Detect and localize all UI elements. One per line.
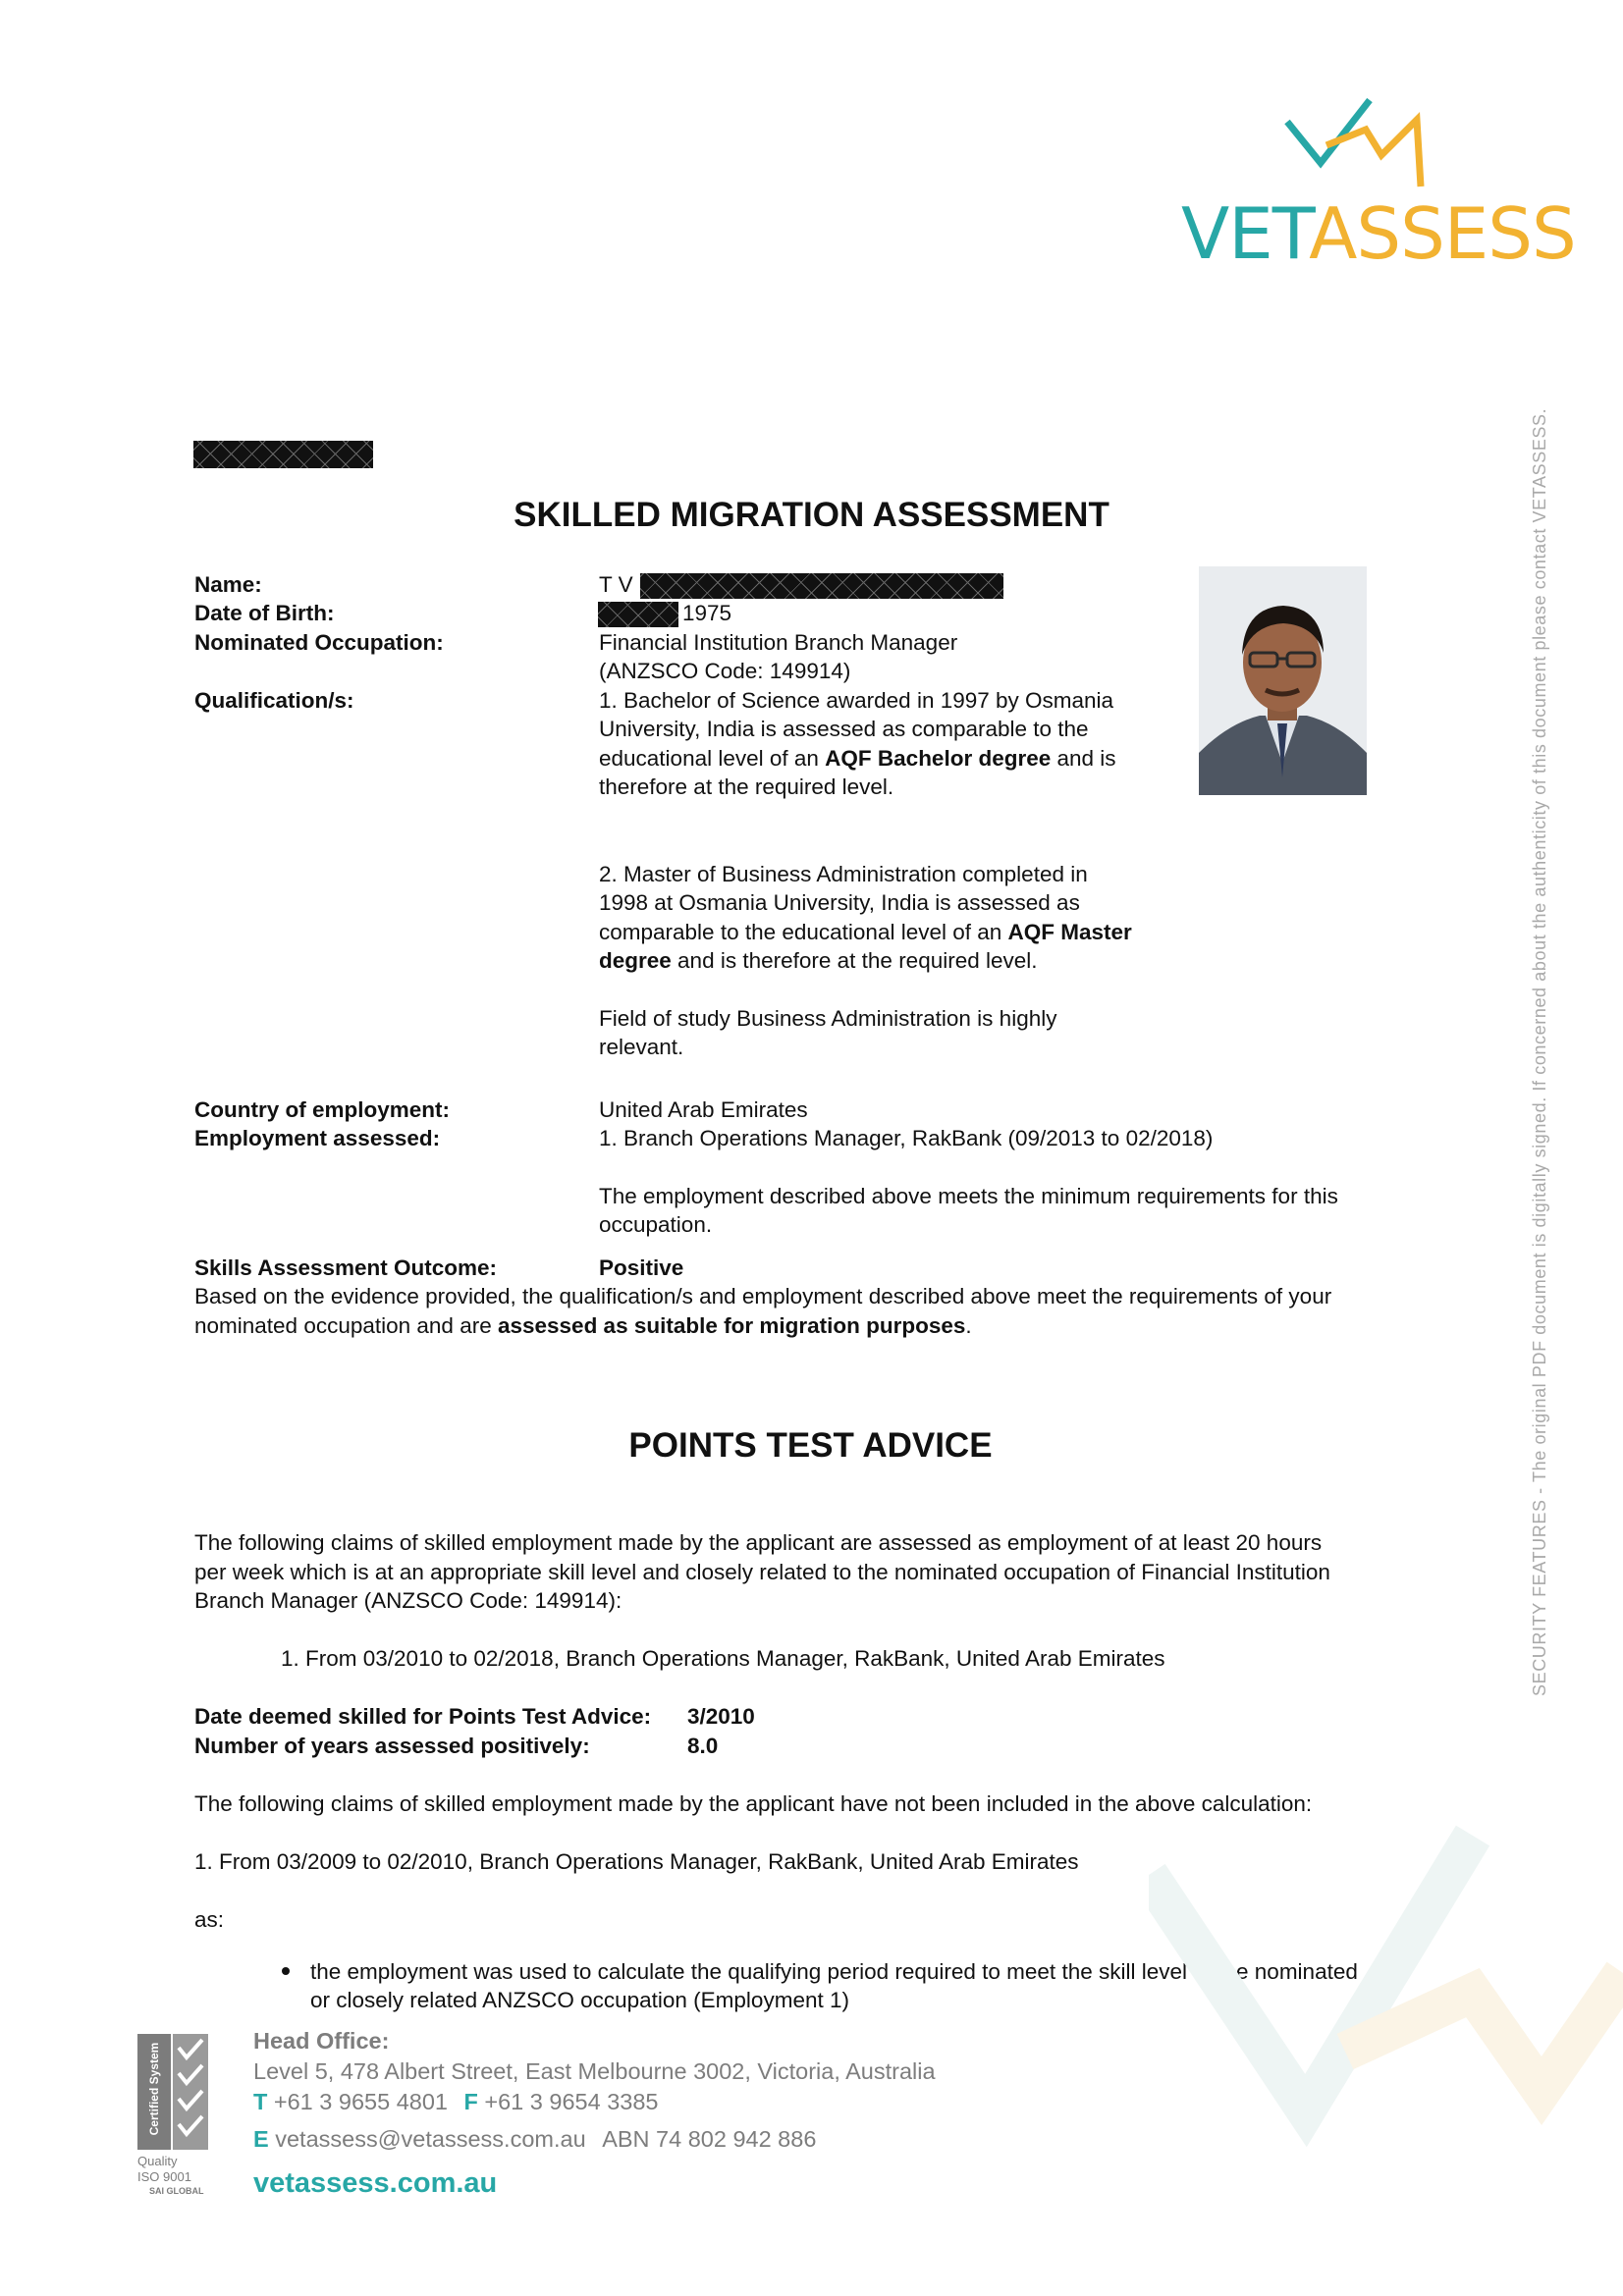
qual1-line2: University, India is assessed as comparable to the bbox=[599, 717, 1089, 741]
qual1-line3-post: and is bbox=[1051, 746, 1116, 771]
qual2-line4-post: and is therefore at the required level. bbox=[671, 948, 1038, 973]
bullet-dot bbox=[282, 1967, 290, 1975]
iso-certified-badge bbox=[135, 2034, 210, 2199]
occupation-label: Nominated Occupation: bbox=[194, 630, 444, 655]
occupation-code: (ANZSCO Code: 149914) bbox=[599, 659, 851, 683]
points-date-label: Date deemed skilled for Points Test Advice: bbox=[194, 1704, 652, 1729]
footer-f-letter: F bbox=[463, 2089, 478, 2114]
logo-text-assess: ASSESS bbox=[1309, 192, 1576, 275]
qual2-line2: 1998 at Osmania University, India is assessed as bbox=[599, 890, 1080, 915]
vetassess-logo-mark bbox=[1281, 94, 1429, 192]
footer-fax: +61 3 9654 3385 bbox=[484, 2089, 659, 2114]
employment-value: 1. Branch Operations Manager, RakBank (09/2013 to 02/2018) bbox=[599, 1126, 1214, 1150]
qual2-line3-pre: comparable to the educational level of an bbox=[599, 920, 1008, 944]
footer-head-office: Head Office: bbox=[253, 2028, 390, 2054]
name-value: T V bbox=[599, 572, 633, 597]
redacted-reference bbox=[193, 441, 373, 468]
outcome-suitable-bold: assessed as suitable for migration purposes bbox=[497, 1313, 966, 1338]
points-claim1: 1. From 03/2010 to 02/2018, Branch Operations Manager, RakBank, United Arab Emirates bbox=[281, 1646, 1165, 1671]
footer-address: Level 5, 478 Albert Street, East Melbourne 3002, Victoria, Australia bbox=[253, 2058, 936, 2084]
applicant-photo bbox=[1199, 566, 1367, 795]
qual2-degree-bold: AQF Master bbox=[1007, 920, 1132, 944]
footer-e-letter: E bbox=[253, 2126, 269, 2152]
footer-email[interactable]: vetassess@vetassess.com.au bbox=[275, 2126, 586, 2152]
qualification-label: Qualification/s: bbox=[194, 688, 354, 713]
badge-vertical-text: Certified System bbox=[147, 2042, 161, 2136]
outcome-line1: Based on the evidence provided, the qualification/s and employment described above meet the requirements of your bbox=[194, 1284, 1332, 1308]
qual1-line3-pre: educational level of an bbox=[599, 746, 826, 771]
footer-phone-line bbox=[253, 2089, 658, 2115]
outcome-line2-pre: nominated occupation and are bbox=[194, 1313, 498, 1338]
points-years-label: Number of years assessed positively: bbox=[194, 1734, 590, 1758]
badge-iso: ISO 9001 bbox=[137, 2169, 191, 2184]
dob-label: Date of Birth: bbox=[194, 601, 335, 625]
points-years-value: 8.0 bbox=[687, 1734, 719, 1758]
qual2-line4 bbox=[599, 946, 1038, 975]
field-study-line2: relevant. bbox=[599, 1035, 684, 1059]
points-excluded-intro: The following claims of skilled employment made by the applicant have not been included in the above calculation: bbox=[194, 1791, 1313, 1816]
points-date-value: 3/2010 bbox=[687, 1704, 755, 1729]
security-features-text: SECURITY FEATURES - The original PDF document is digitally signed. If concerned about the authenticity of this document please contact VETASSESS. bbox=[1530, 407, 1549, 1696]
qual2-line1: 2. Master of Business Administration completed in bbox=[599, 862, 1088, 886]
country-value: United Arab Emirates bbox=[599, 1097, 808, 1122]
outcome-value: Positive bbox=[599, 1255, 684, 1280]
qual1-degree-bold: AQF Bachelor degree bbox=[825, 746, 1052, 771]
outcome-line2 bbox=[194, 1311, 972, 1340]
vetassess-logo-text bbox=[1181, 194, 1576, 273]
qual2-degree-bold-2: degree bbox=[599, 948, 672, 973]
logo-text-vet: VET bbox=[1181, 192, 1310, 275]
redacted-dob bbox=[598, 602, 678, 627]
qual1-line4: therefore at the required level. bbox=[599, 774, 894, 799]
page-title: SKILLED MIGRATION ASSESSMENT bbox=[514, 496, 1109, 534]
qual1-line1: 1. Bachelor of Science awarded in 1997 by Osmania bbox=[599, 688, 1114, 713]
points-title: POINTS TEST ADVICE bbox=[628, 1426, 993, 1465]
country-label: Country of employment: bbox=[194, 1097, 451, 1122]
badge-check-icon bbox=[173, 2034, 208, 2150]
points-bullet-line1: the employment was used to calculate the qualifying period required to meet the skill level of the nominated bbox=[310, 1959, 1358, 1984]
field-study-line1: Field of study Business Administration is highly bbox=[599, 1006, 1057, 1031]
occupation-value: Financial Institution Branch Manager bbox=[599, 630, 958, 655]
footer-t-letter: T bbox=[253, 2089, 268, 2114]
watermark-decoration bbox=[1149, 1796, 1623, 2296]
employment-note-line2: occupation. bbox=[599, 1212, 713, 1237]
redacted-name bbox=[640, 573, 1003, 599]
footer-website[interactable]: vetassess.com.au bbox=[253, 2167, 498, 2199]
employment-note-line1: The employment described above meets the minimum requirements for this bbox=[599, 1184, 1338, 1208]
footer-abn: ABN 74 802 942 886 bbox=[602, 2126, 817, 2152]
badge-quality: Quality bbox=[137, 2154, 178, 2168]
badge-sai: SAI GLOBAL bbox=[149, 2186, 204, 2196]
points-intro-line3: Branch Manager (ANZSCO Code: 149914): bbox=[194, 1588, 622, 1613]
points-excluded1: 1. From 03/2009 to 02/2010, Branch Operations Manager, RakBank, United Arab Emirates bbox=[194, 1849, 1079, 1874]
points-as-label: as: bbox=[194, 1907, 225, 1932]
qual1-line3 bbox=[599, 744, 1116, 773]
employment-label: Employment assessed: bbox=[194, 1126, 441, 1150]
outcome-line2-post: . bbox=[965, 1313, 972, 1338]
footer-phone: +61 3 9655 4801 bbox=[273, 2089, 448, 2114]
dob-value: 1975 bbox=[682, 601, 732, 625]
points-bullet-line2: or closely related ANZSCO occupation (Employment 1) bbox=[310, 1988, 849, 2012]
qual2-line3 bbox=[599, 918, 1132, 946]
outcome-label: Skills Assessment Outcome: bbox=[194, 1255, 498, 1280]
points-intro-line2: per week which is at an appropriate skill level and closely related to the nominated occupation of Financial Institution bbox=[194, 1560, 1330, 1584]
footer-email-line bbox=[253, 2126, 816, 2153]
name-label: Name: bbox=[194, 572, 262, 597]
points-intro-line1: The following claims of skilled employment made by the applicant are assessed as employment of at least 20 hours bbox=[194, 1530, 1323, 1555]
